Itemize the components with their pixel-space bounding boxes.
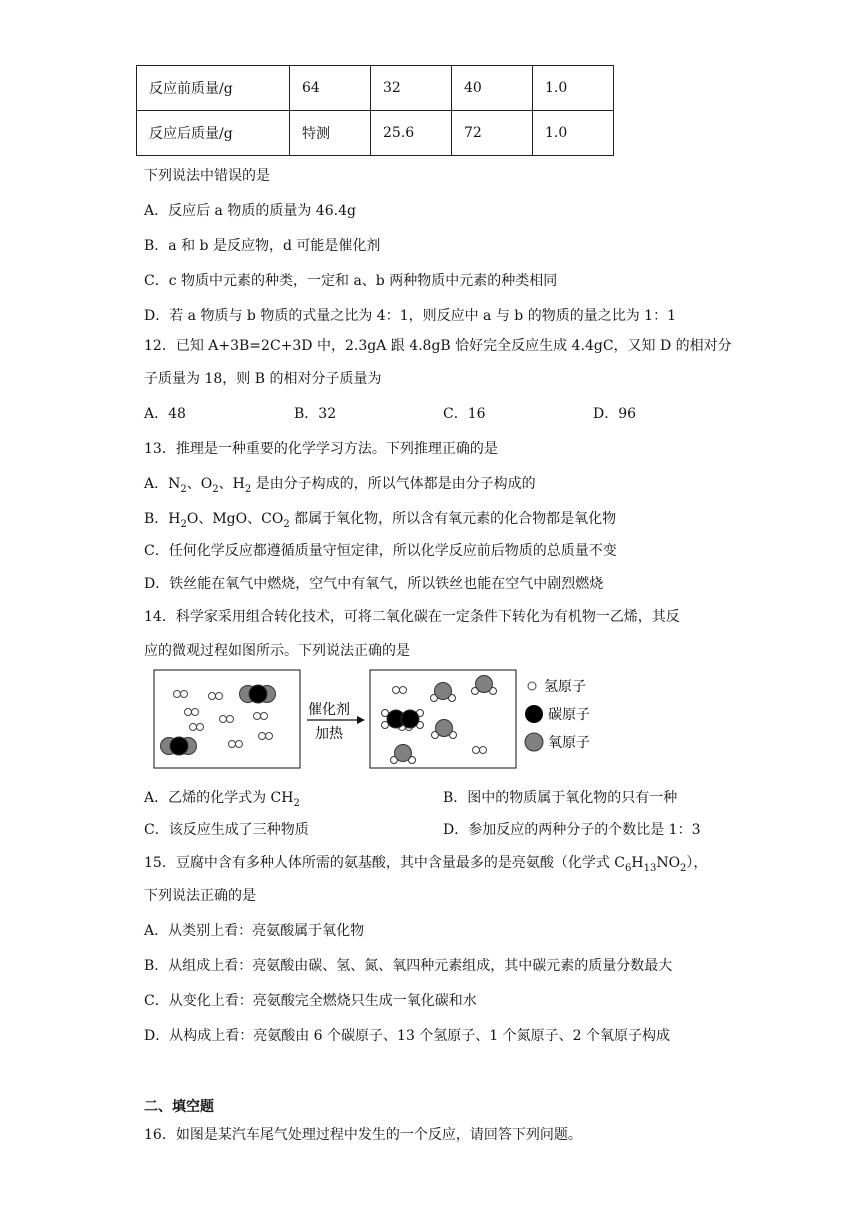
water-molecule [431,683,456,702]
arrow-head-icon [357,716,365,724]
table-cell: 25.6 [371,111,452,156]
q12-line2: 子质量为 18，则 B 的相对分子质量为 [144,371,382,387]
carbon-atom-icon [525,705,543,723]
q15-option-a: A．从类别上看：亮氨酸属于氧化物 [144,923,365,939]
q13-option-b: B．$H_2O$、MgO、$CO_2$ 都属于氧化物，所以含有氧元素的化合物都是氧化物 [144,511,617,530]
water-molecule [432,720,457,739]
q15-option-c: C．从变化上看：亮氨酸完全燃烧只生成一氧化碳和水 [144,993,477,1009]
q14-line1: 14．科学家采用组合转化技术，可将二氧化碳在一定条件下转化为有机物一乙烯，其反 [144,609,680,625]
q12-option-d: D．96 [593,406,637,422]
ethylene-molecule [382,710,424,729]
legend-carbon: 碳原子 [548,707,590,723]
q11-option-c: C．c 物质中元素的种类，一定和 a、b 两种物质中元素的种类相同 [144,273,558,289]
legend-oxygen: 氧原子 [548,735,590,751]
table-cell: 32 [371,66,452,111]
q13-stem: 13．推理是一种重要的化学学习方法。下列推理正确的是 [144,441,498,457]
q11-option-d: D．若 a 物质与 b 物质的式量之比为 4：1，则反应中 a 与 b 的物质的量之比为 1：1 [144,308,676,324]
q14-option-a: A．乙烯的化学式为 $CH_2$ [144,790,300,809]
q14-option-c: C．该反应生成了三种物质 [144,822,309,838]
q14-option-b: B．图中的物质属于氧化物的只有一种 [443,790,678,806]
mass-table [136,65,614,156]
arrow-label-bottom: 加热 [315,726,343,742]
table-cell: 特测 [290,111,371,156]
q15-option-d: D．从构成上看：亮氨酸由 6 个碳原子、13 个氢原子、1 个氮原子、2 个氧原子构成 [144,1028,671,1044]
table-cell: 1.0 [533,66,614,111]
oxygen-atom-icon [525,733,543,751]
water-molecule [472,676,497,695]
q14-option-d: D．参加反应的两种分子的个数比是 1：3 [443,822,701,838]
q12-option-a: A．48 [144,406,186,422]
q15-option-b: B．从组成上看：亮氨酸由碳、氢、氮、氧四种元素组成，其中碳元素的质量分数最大 [144,958,673,974]
q15-line1: 15．豆腐中含有多种人体所需的氨基酸，其中含量最多的是亮氨酸（化学式 $C_6H_{13}NO_2$）， [144,855,708,874]
q16-line1: 16．如图是某汽车尾气处理过程中发生的一个反应，请回答下列问题。 [144,1127,582,1143]
hydrogen-atom-icon [528,682,536,690]
q13-option-c: C．任何化学反应都遵循质量守恒定律，所以化学反应前后物质的总质量不变 [144,543,617,559]
table-cell: 反应前质量/g [137,66,290,111]
section-title: 二、填空题 [144,1099,214,1115]
q13-option-a: A．$N_2$、$O_2$、$H_2$ 是由分子构成的，所以气体都是由分子构成的 [144,476,536,495]
legend-hydrogen: 氢原子 [544,679,586,695]
q11-option-a: A．反应后 a 物质的质量为 46.4g [144,203,356,219]
table-cell: 反应后质量/g [137,111,290,156]
table-cell: 1.0 [533,111,614,156]
q11-option-b: B．a 和 b 是反应物，d 可能是催化剂 [144,238,381,254]
co2-molecule [161,737,197,755]
arrow-label-top: 催化剂 [308,702,350,718]
q15-line2: 下列说法正确的是 [144,888,256,904]
table-cell: 72 [452,111,533,156]
table-row [137,66,614,111]
co2-molecule [240,685,276,703]
reaction-diagram [152,664,612,774]
q12-option-b: B．32 [294,406,337,422]
table-row [137,111,614,156]
table-cell: 40 [452,66,533,111]
q11-stem: 下列说法中错误的是 [144,168,270,184]
q13-option-d: D．铁丝能在氧气中燃烧，空气中有氧气，所以铁丝也能在空气中剧烈燃烧 [144,576,604,592]
q14-line2: 应的微观过程如图所示。下列说法正确的是 [144,643,410,659]
water-molecule [391,745,416,764]
q12-option-c: C．16 [443,406,486,422]
q12-line1: 12．已知 A+3B=2C+3D 中，2.3gA 跟 4.8gB 恰好完全反应生成 4.4gC，又知 D 的相对分 [144,338,732,354]
table-cell: 64 [290,66,371,111]
